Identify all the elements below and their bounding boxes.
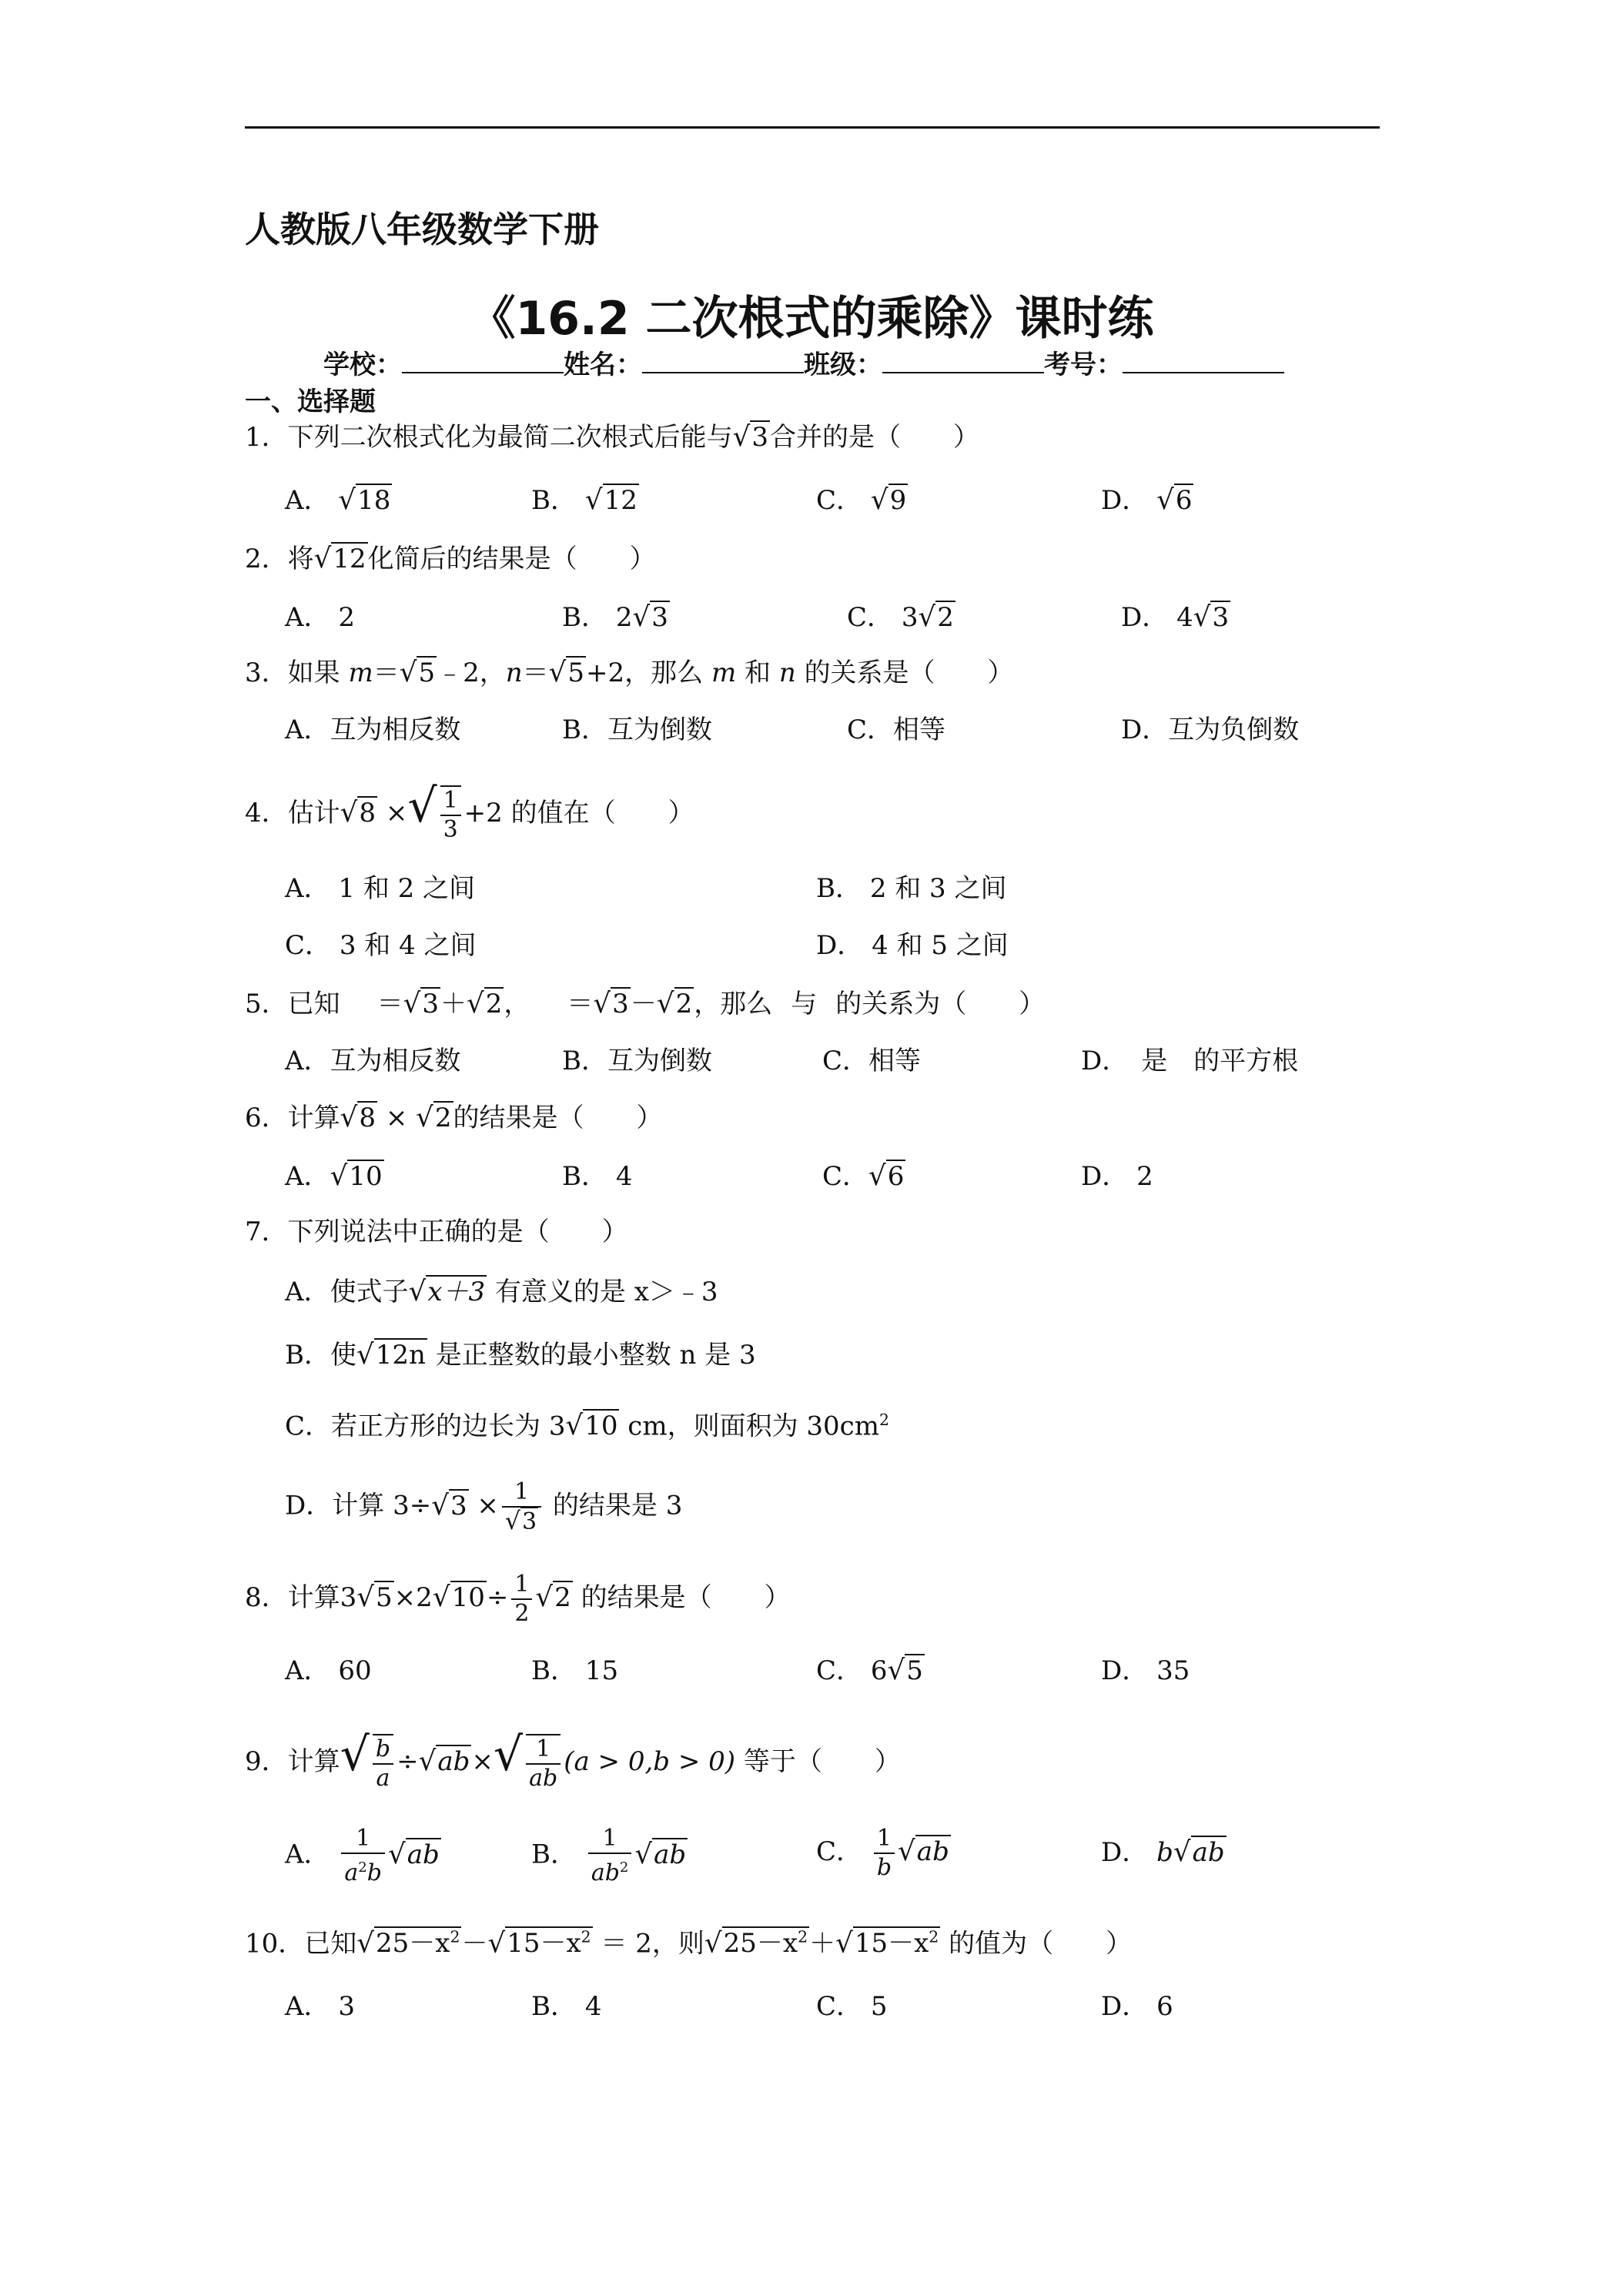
q9-option-a[interactable]: A． $\frac{1}{a^2b}$ √ab xyxy=(285,1825,440,1886)
top-rule xyxy=(245,126,1380,129)
q1-option-b[interactable]: B． √12 xyxy=(531,484,637,516)
q2-option-d[interactable]: D． 4√3 xyxy=(1121,601,1230,633)
q3-option-d[interactable]: D．互为负倒数 xyxy=(1121,715,1300,745)
q9-option-d[interactable]: D． b√ab xyxy=(1101,1836,1225,1868)
q10-option-d[interactable]: D． 6 xyxy=(1101,1991,1173,2022)
exam-number-label: 考号： xyxy=(1044,350,1123,380)
q6-option-a[interactable]: A．√10 xyxy=(285,1160,383,1192)
q6-option-c[interactable]: C．√6 xyxy=(822,1160,905,1192)
q10-option-c[interactable]: C． 5 xyxy=(816,1991,888,2022)
q2-option-a[interactable]: A． 2 xyxy=(285,602,356,633)
question-10-stem: 10．已知$√25-x^2-√15-x^2 = 2$，则$√25-x^2+√15-x^2$ 的值为（ ） xyxy=(245,1927,1133,1960)
q2-option-b[interactable]: B． 2√3 xyxy=(562,601,668,633)
question-1-stem: 1．下列二次根式化为最简二次根式后能与√3合并的是（ ） xyxy=(245,421,980,453)
series-title: 人教版八年级数学下册 xyxy=(245,209,599,250)
section-heading: 一、选择题 xyxy=(245,387,376,417)
q8-option-a[interactable]: A． 60 xyxy=(285,1655,372,1686)
exam-number-blank[interactable] xyxy=(1123,349,1284,373)
q9-option-c[interactable]: C． $\frac{1}{b}$ √ab xyxy=(816,1825,949,1881)
q5-option-a[interactable]: A．互为相反数 xyxy=(285,1046,461,1076)
q5-option-c[interactable]: C．相等 xyxy=(822,1046,922,1076)
q5-option-b[interactable]: B．互为倒数 xyxy=(562,1046,712,1076)
q9-option-b[interactable]: B． $\frac{1}{ab^2}$ √ab xyxy=(531,1825,687,1886)
q6-option-b[interactable]: B． 4 xyxy=(562,1161,633,1192)
question-8-stem: 8．计算3√5×2√10÷ $\frac{1}{2}$ √2 的结果是（ ） xyxy=(245,1571,791,1627)
school-label: 学校： xyxy=(323,350,402,380)
q3-option-c[interactable]: C．相等 xyxy=(847,715,946,745)
q8-option-d[interactable]: D． 35 xyxy=(1101,1655,1190,1686)
question-3-stem: 3．如果 m＝√5﹣2，n＝√5+2，那么 m 和 n 的关系是（ ） xyxy=(245,657,1014,688)
q7-option-d[interactable]: D．计算 3÷√3 × $\frac{1}{√3}$ 的结果是 3 xyxy=(285,1478,683,1535)
q10-option-a[interactable]: A． 3 xyxy=(285,1991,356,2022)
q5-option-d[interactable]: D． 是 的平方根 xyxy=(1081,1046,1299,1076)
q4-option-b[interactable]: B． 2 和 3 之间 xyxy=(816,873,1007,904)
question-5-stem: 5．已知 ＝√3＋√2， ＝√3－√2，那么 与 的关系为（ ） xyxy=(245,988,1046,1019)
student-info-fields xyxy=(323,343,1284,381)
q4-option-c[interactable]: C． 3 和 4 之间 xyxy=(285,930,477,961)
name-label: 姓名： xyxy=(564,350,642,380)
page-title: 《16.2 二次根式的乘除》课时练 xyxy=(469,292,1154,346)
q3-option-b[interactable]: B．互为倒数 xyxy=(562,715,712,745)
class-label: 班级： xyxy=(804,350,882,380)
q7-option-a[interactable]: A．使式子√x＋3 有意义的是 x＞﹣3 xyxy=(285,1276,718,1307)
school-blank[interactable] xyxy=(402,349,564,373)
q6-option-d[interactable]: D． 2 xyxy=(1081,1161,1153,1192)
name-blank[interactable] xyxy=(642,349,804,373)
q7-option-b[interactable]: B．使√12n 是正整数的最小整数 n 是 3 xyxy=(285,1339,756,1371)
q8-option-c[interactable]: C． 6√5 xyxy=(816,1655,923,1686)
question-9-stem: 9．计算√ $\frac{b}{a}$ ÷√ab×√ $\frac{1}{ab}$ (a > 0,b > 0) 等于（ ） xyxy=(245,1728,901,1792)
q8-option-b[interactable]: B． 15 xyxy=(531,1655,619,1686)
q1-option-d[interactable]: D． √6 xyxy=(1101,484,1193,516)
q4-option-a[interactable]: A． 1 和 2 之间 xyxy=(285,873,476,904)
class-blank[interactable] xyxy=(882,349,1044,373)
q1-option-c[interactable]: C． √9 xyxy=(816,484,907,516)
question-4-stem: 4．估计√8 ×√ $\frac{1}{3}$ +2 的值在（ ） xyxy=(245,779,694,843)
question-7-stem: 7．下列说法中正确的是（ ） xyxy=(245,1217,628,1247)
q4-option-d[interactable]: D． 4 和 5 之间 xyxy=(816,930,1009,961)
question-6-stem: 6．计算√8 × √2的结果是（ ） xyxy=(245,1102,663,1133)
q7-option-c[interactable]: C．若正方形的边长为 3√10 cm，则面积为 $30cm^2$ xyxy=(285,1410,889,1442)
q1-option-a[interactable]: A． √18 xyxy=(285,484,391,516)
q2-option-c[interactable]: C． 3√2 xyxy=(847,601,954,633)
q10-option-b[interactable]: B． 4 xyxy=(531,1991,602,2022)
question-2-stem: 2．将√12化简后的结果是（ ） xyxy=(245,543,656,574)
q3-option-a[interactable]: A．互为相反数 xyxy=(285,715,461,745)
